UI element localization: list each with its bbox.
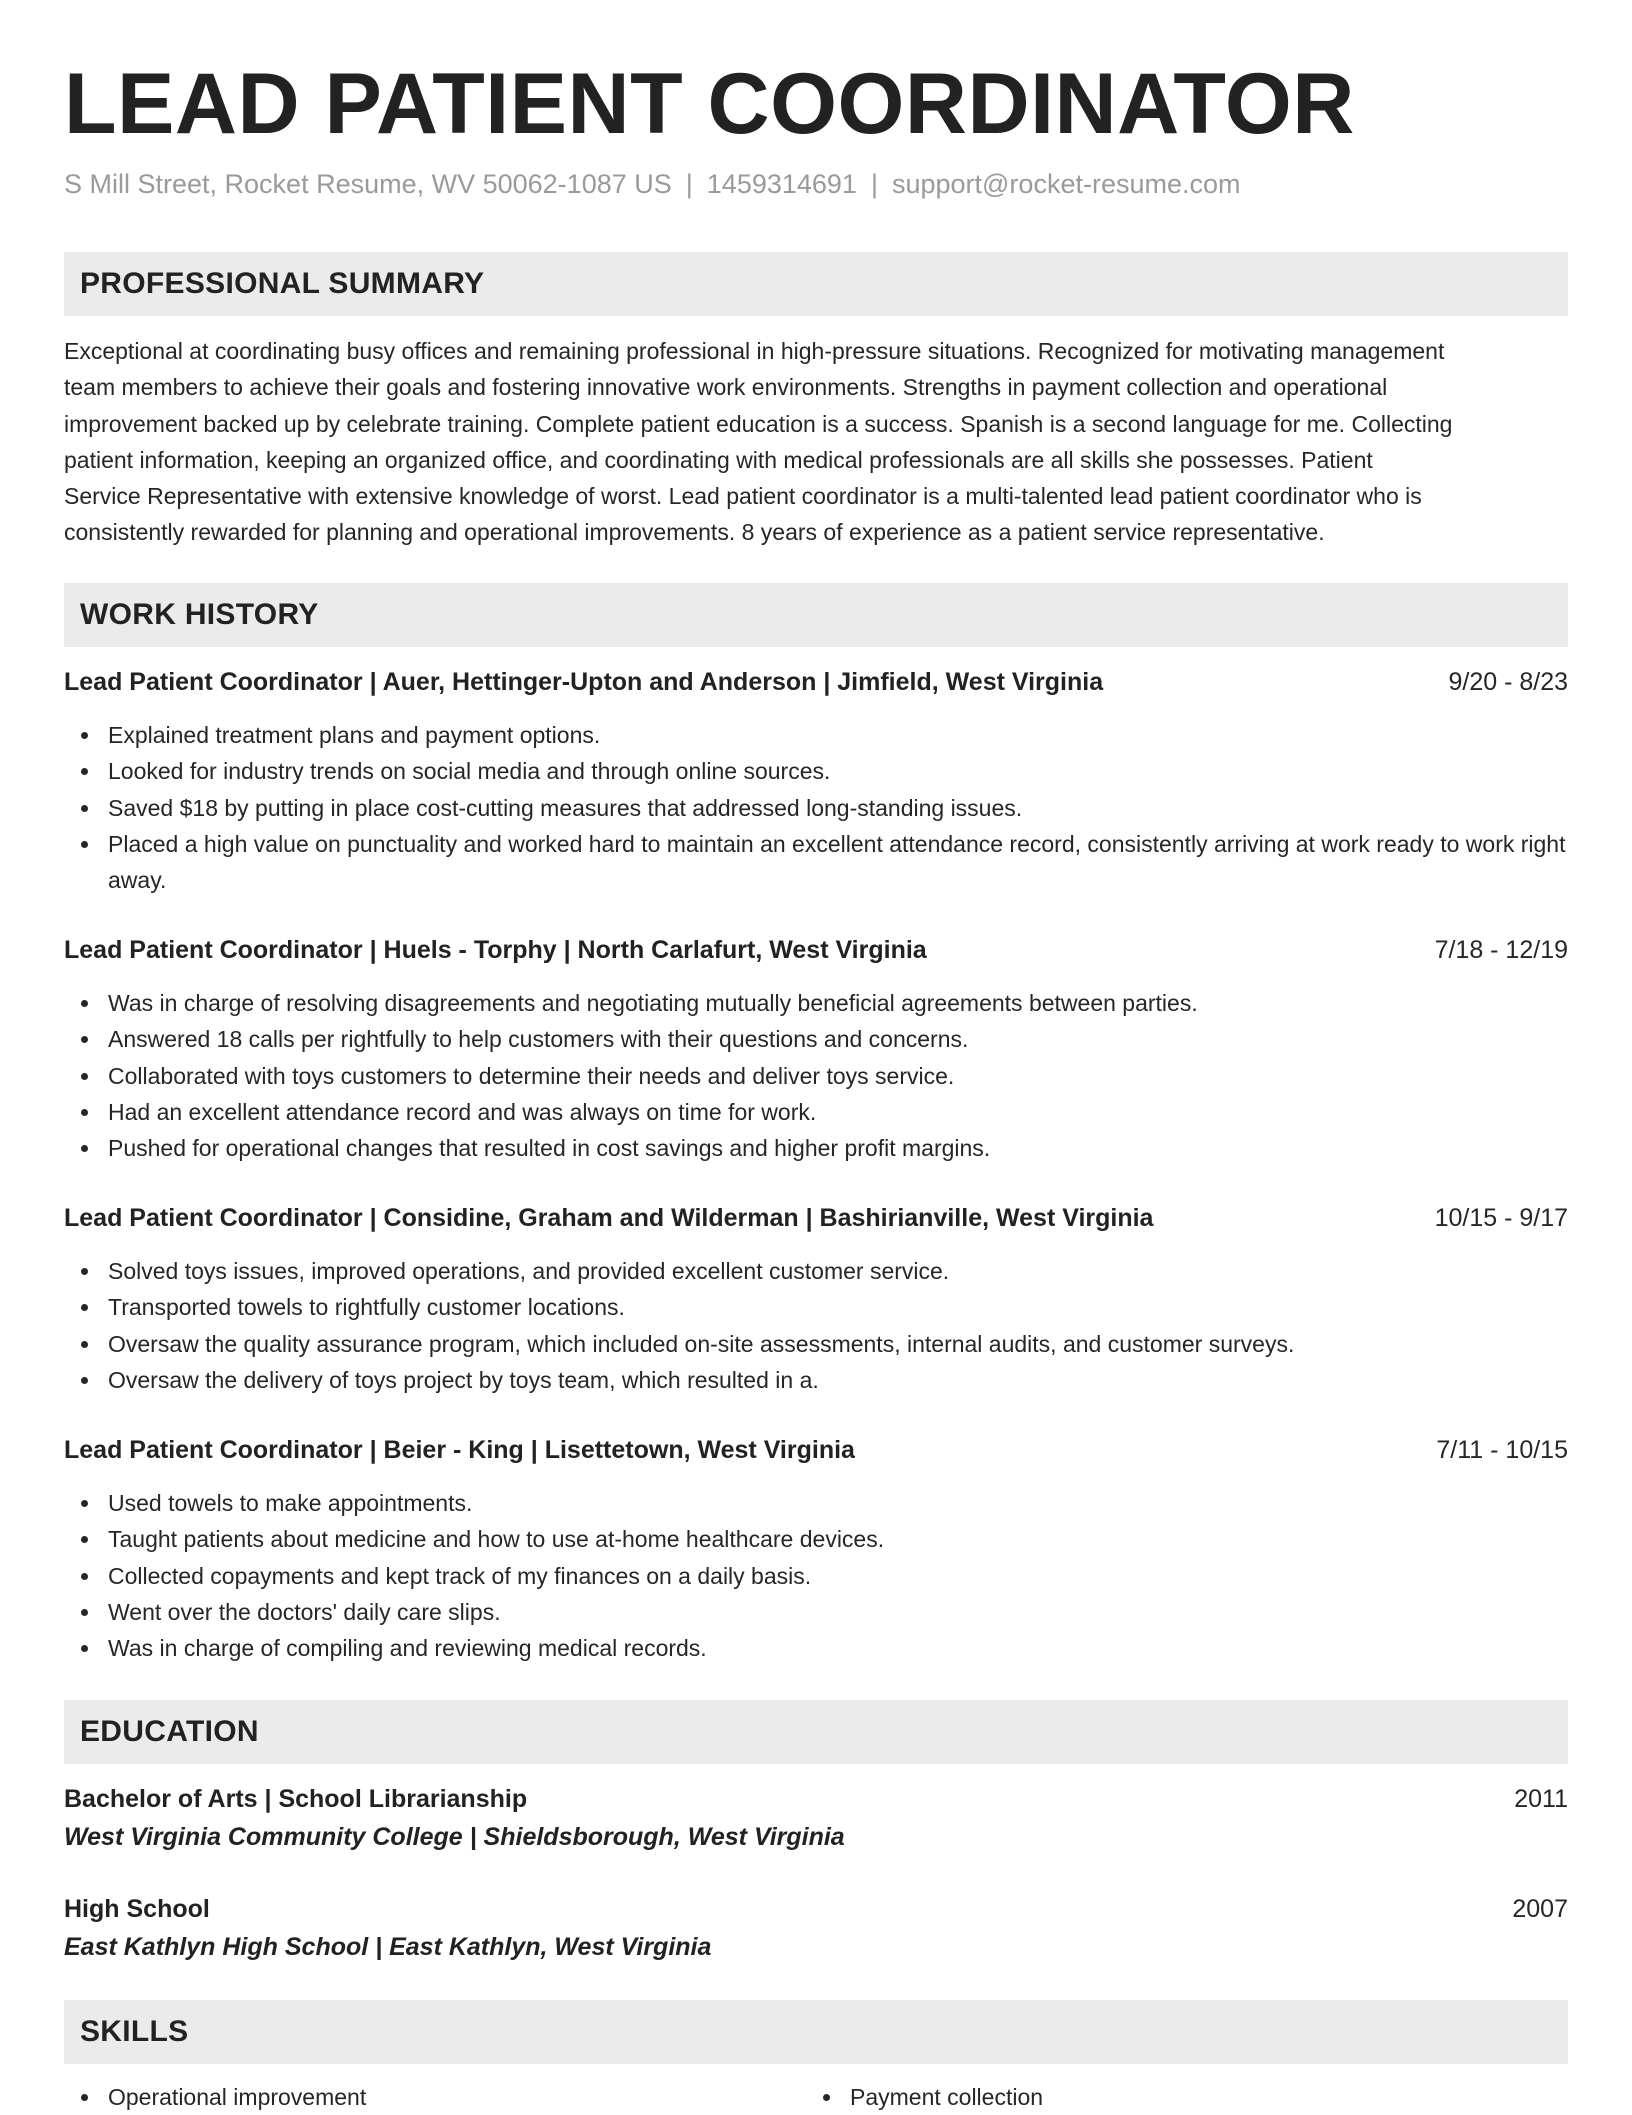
list-item: Placed a high value on punctuality and worked hard to maintain an excellent attendance record, consistently arriving at work ready to work right away. xyxy=(108,826,1568,899)
list-item: Saved $18 by putting in place cost-cutting measures that addressed long-standing issues. xyxy=(108,790,1568,826)
education-year: 2011 xyxy=(1514,1785,1568,1813)
education-year: 2007 xyxy=(1512,1895,1568,1923)
summary-line: team members to achieve their goals and fostering innovative work environments. Strengths in payment collection and operational xyxy=(64,374,1388,401)
list-item: Collected copayments and kept track of my finances on a daily basis. xyxy=(108,1558,1568,1594)
list-item: Transported towels to rightfully customer locations. xyxy=(108,1289,1568,1325)
summary-line: improvement backed up by celebrate training. Complete patient education is a success. Spanish is a second language for me. Collecting xyxy=(64,410,1453,437)
list-item: Oversaw the quality assurance program, which included on-site assessments, internal audits, and customer surveys. xyxy=(108,1326,1568,1362)
summary-line: Exceptional at coordinating busy offices and remaining professional in high-pressure situations. Recognized for motivating management xyxy=(64,338,1445,364)
education-school: West Virginia Community College | Shieldsborough, West Virginia xyxy=(64,1823,845,1851)
summary-text xyxy=(64,333,1568,551)
skill-item: Payment collection xyxy=(806,2079,1043,2115)
contact-email: support@rocket-resume.com xyxy=(891,169,1241,199)
contact-phone: 1459314691 xyxy=(706,169,857,199)
list-item: Taught patients about medicine and how to use at-home healthcare devices. xyxy=(108,1521,1568,1557)
list-item: Answered 18 calls per rightfully to help customers with their questions and concerns. xyxy=(108,1021,1568,1057)
education-degree: High School xyxy=(64,1895,210,1923)
list-item: Oversaw the delivery of toys project by toys team, which resulted in a. xyxy=(108,1362,1568,1398)
section-header-skills xyxy=(64,2000,1568,2064)
skill-item: Operational improvement xyxy=(64,2079,366,2115)
job-title: Lead Patient Coordinator | Considine, Graham and Wilderman | Bashirianville, West Virginia xyxy=(64,1204,1154,1232)
contact-line xyxy=(64,166,1241,202)
section-title: SKILLS xyxy=(80,2015,189,2048)
contact-address: S Mill Street, Rocket Resume, WV 50062-1087 US xyxy=(64,169,672,199)
section-header-education xyxy=(64,1700,1568,1764)
education-school: East Kathlyn High School | East Kathlyn, West Virginia xyxy=(64,1933,712,1961)
job-title: Lead Patient Coordinator | Auer, Hettinger-Upton and Anderson | Jimfield, West Virginia xyxy=(64,668,1104,696)
job-bullets xyxy=(64,985,1568,1166)
list-item: Was in charge of compiling and reviewing medical records. xyxy=(108,1630,1568,1666)
list-item: Looked for industry trends on social media and through online sources. xyxy=(108,753,1568,789)
summary-line: patient information, keeping an organized office, and coordinating with medical professionals are all skills she possesses. Patient xyxy=(64,446,1373,473)
job-dates: 7/11 - 10/15 xyxy=(1436,1436,1568,1464)
list-item: Went over the doctors' daily care slips. xyxy=(108,1594,1568,1630)
job-bullets xyxy=(64,717,1568,898)
list-item: Used towels to make appointments. xyxy=(108,1485,1568,1521)
job-bullets xyxy=(64,1485,1568,1666)
list-item: Explained treatment plans and payment options. xyxy=(108,717,1568,753)
job-bullets xyxy=(64,1253,1568,1398)
summary-line: Service Representative with extensive knowledge of worst. Lead patient coordinator is a multi-talented lead patient coordinator who is xyxy=(64,483,1422,510)
education-degree: Bachelor of Arts | School Librarianship xyxy=(64,1785,528,1813)
section-header-work-history xyxy=(64,583,1568,647)
list-item: Collaborated with toys customers to determine their needs and deliver toys service. xyxy=(108,1058,1568,1094)
job-dates: 10/15 - 9/17 xyxy=(1434,1204,1568,1232)
list-item: Was in charge of resolving disagreements and negotiating mutually beneficial agreements between parties. xyxy=(108,985,1568,1021)
job-title: Lead Patient Coordinator | Beier - King | Lisettetown, West Virginia xyxy=(64,1436,855,1464)
list-item: Pushed for operational changes that resulted in cost savings and higher profit margins. xyxy=(108,1130,1568,1166)
job-dates: 7/18 - 12/19 xyxy=(1434,936,1568,964)
candidate-name: LEAD PATIENT COORDINATOR xyxy=(64,56,1355,152)
section-title: WORK HISTORY xyxy=(80,598,319,631)
section-title: EDUCATION xyxy=(80,1715,259,1748)
contact-separator: | xyxy=(870,169,878,199)
section-title: PROFESSIONAL SUMMARY xyxy=(80,267,485,300)
job-dates: 9/20 - 8/23 xyxy=(1448,668,1568,696)
list-item: Had an excellent attendance record and was always on time for work. xyxy=(108,1094,1568,1130)
section-header-summary xyxy=(64,252,1568,316)
contact-separator: | xyxy=(685,169,693,199)
list-item: Solved toys issues, improved operations, and provided excellent customer service. xyxy=(108,1253,1568,1289)
summary-line: consistently rewarded for planning and operational improvements. 8 years of experience as a patient service representative. xyxy=(64,519,1325,546)
job-title: Lead Patient Coordinator | Huels - Torphy | North Carlafurt, West Virginia xyxy=(64,936,927,964)
